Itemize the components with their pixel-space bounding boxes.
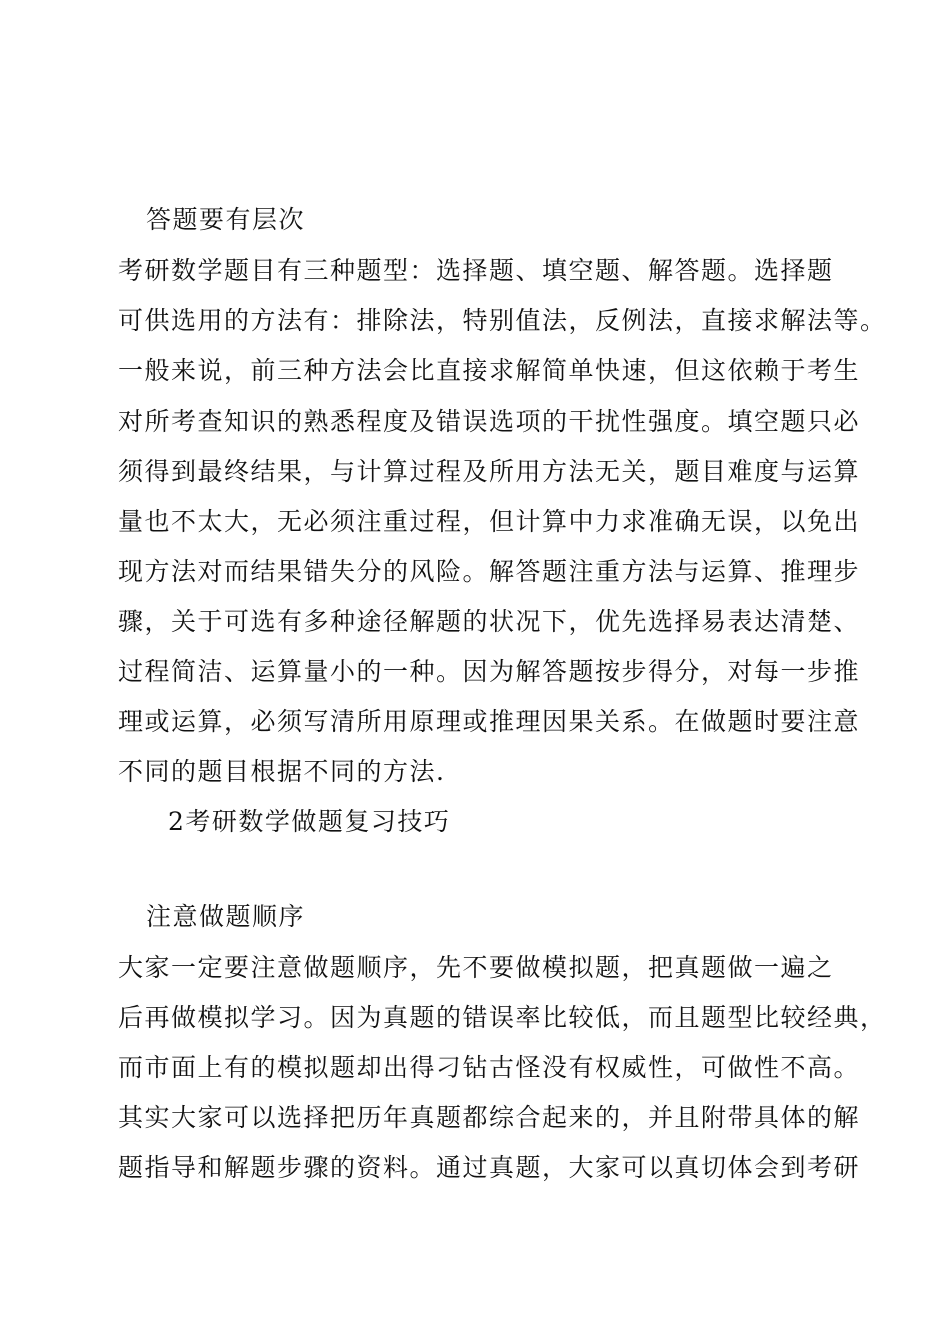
paragraph-line: 理或运算，必须写清所用原理或推理因果关系。在做题时要注意 [118, 707, 861, 736]
paragraph-line: 后再做模拟学习。因为真题的错误率比较低，而且题型比较经典， [118, 1003, 887, 1032]
paragraph-line: 须得到最终结果，与计算过程及所用方法无关，题目难度与运算 [118, 457, 861, 486]
paragraph-line: 其实大家可以选择把历年真题都综合起来的，并且附带具体的解 [118, 1103, 861, 1132]
section-heading-problem-order: 注意做题顺序 [146, 902, 306, 931]
section-title-study-tips: 2考研数学做题复习技巧 [168, 807, 451, 836]
paragraph-line: 对所考查知识的熟悉程度及错误选项的干扰性强度。填空题只必 [118, 407, 861, 436]
paragraph-line: 不同的题目根据不同的方法. [118, 757, 446, 786]
paragraph-line: 大家一定要注意做题顺序，先不要做模拟题，把真题做一遍之 [118, 953, 834, 982]
section-heading-answer-layers: 答题要有层次 [146, 205, 306, 234]
paragraph-line: 量也不太大，无必须注重过程，但计算中力求准确无误，以免出 [118, 507, 861, 536]
paragraph-line: 一般来说，前三种方法会比直接求解简单快速，但这依赖于考生 [118, 356, 861, 385]
paragraph-line: 现方法对而结果错失分的风险。解答题注重方法与运算、推理步 [118, 557, 861, 586]
paragraph-line: 而市面上有的模拟题却出得刁钻古怪没有权威性，可做性不高。 [118, 1053, 861, 1082]
paragraph-line: 考研数学题目有三种题型：选择题、填空题、解答题。选择题 [118, 256, 834, 285]
paragraph-line: 骤，关于可选有多种途径解题的状况下，优先选择易表达清楚、 [118, 607, 861, 636]
paragraph-line: 题指导和解题步骤的资料。通过真题，大家可以真切体会到考研 [118, 1153, 861, 1182]
paragraph-line: 过程简洁、运算量小的一种。因为解答题按步得分，对每一步推 [118, 657, 861, 686]
paragraph-line: 可供选用的方法有：排除法，特别值法，反例法，直接求解法等。 [118, 306, 887, 335]
